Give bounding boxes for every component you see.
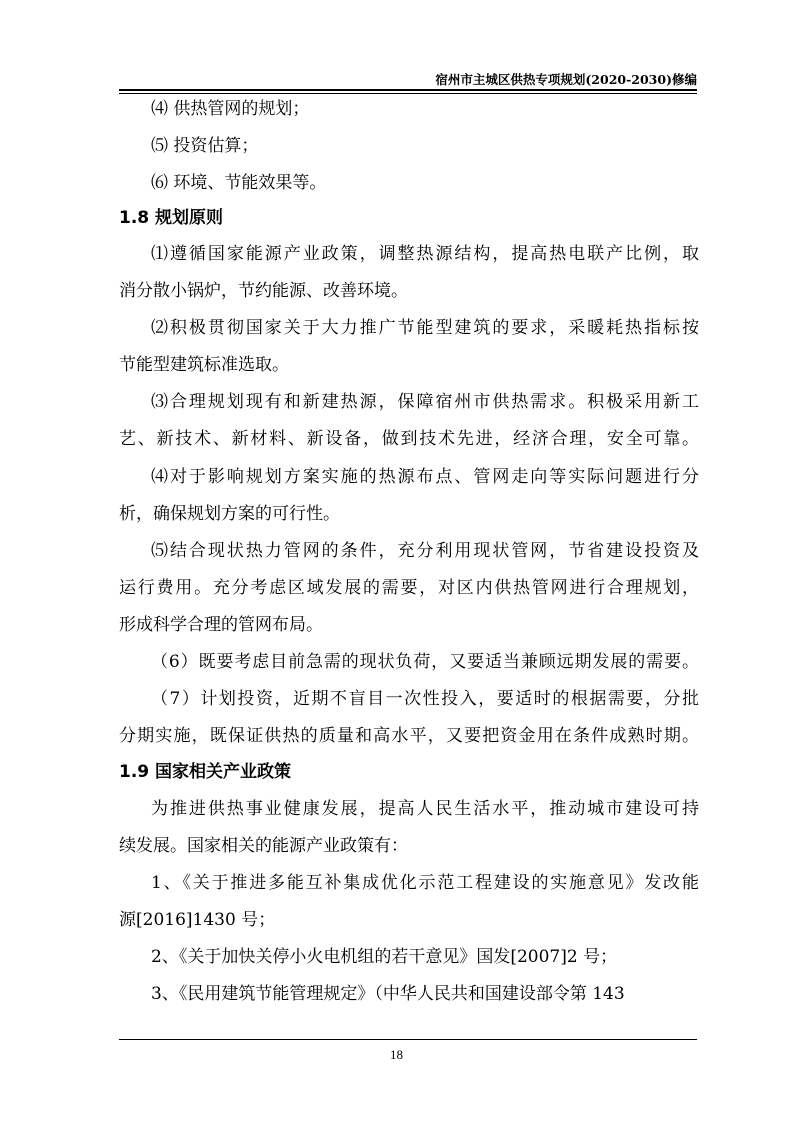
list-item: ⑸ 投资估算； bbox=[151, 136, 259, 156]
paragraph-line: 续发展。国家相关的能源产业政策有： bbox=[119, 836, 408, 856]
paragraph-line: ⑶合理规划现有和新建热源，保障宿州市供热需求。积极采用新工 bbox=[151, 392, 699, 412]
paragraph-line: 分期实施，既保证供热的质量和高水平，又要把资金用在条件成熟时期。 bbox=[119, 726, 699, 746]
list-item: 3、《民用建筑节能管理规定》（中华人民共和国建设部令第 143 bbox=[151, 984, 625, 1004]
paragraph-line: 为推进供热事业健康发展，提高人民生活水平，推动城市建设可持 bbox=[151, 799, 699, 819]
section-heading: 1.8 规划原则 bbox=[119, 208, 224, 228]
paragraph-line: （6）既要考虑目前急需的现状负荷，又要适当兼顾远期发展的需要。 bbox=[151, 652, 699, 672]
paragraph-line: 形成科学合理的管网布局。 bbox=[119, 615, 323, 635]
paragraph-line: 消分散小锅炉，节约能源、改善环境。 bbox=[119, 281, 408, 301]
paragraph-line: 节能型建筑标准选取。 bbox=[119, 355, 289, 375]
list-item: 2、《关于加快关停小火电机组的若干意见》国发[2007]2 号； bbox=[151, 947, 618, 967]
running-header: 宿州市主城区供热专项规划(2020-2030)修编 bbox=[435, 72, 697, 87]
paragraph-line: 析，确保规划方案的可行性。 bbox=[119, 504, 340, 524]
paragraph-line: （7）计划投资，近期不盲目一次性投入，要适时的根据需要，分批 bbox=[151, 689, 699, 709]
list-item: ⑷ 供热管网的规划； bbox=[151, 99, 310, 119]
list-item: 1、《关于推进多能互补集成优化示范工程建设的实施意见》发改能 bbox=[151, 873, 699, 893]
paragraph-line: ⑵积极贯彻国家关于大力推广节能型建筑的要求，采暖耗热指标按 bbox=[151, 318, 699, 338]
paragraph-line: ⑴遵循国家能源产业政策，调整热源结构，提高热电联产比例，取 bbox=[151, 244, 699, 264]
section-heading: 1.9 国家相关产业政策 bbox=[119, 762, 292, 782]
paragraph-line: 艺、新技术、新材料、新设备，做到技术先进，经济合理，安全可靠。 bbox=[119, 429, 699, 449]
paragraph-line: ⑸结合现状热力管网的条件，充分利用现状管网，节省建设投资及 bbox=[151, 541, 699, 561]
header-rule-thin bbox=[119, 93, 697, 94]
paragraph-line: 运行费用。充分考虑区域发展的需要，对区内供热管网进行合理规划， bbox=[119, 578, 699, 598]
list-item: ⑹ 环境、节能效果等。 bbox=[151, 173, 327, 193]
header-rule bbox=[119, 89, 697, 91]
footer-rule bbox=[119, 1039, 697, 1040]
page-number: 18 bbox=[390, 1047, 403, 1062]
paragraph-line: ⑷对于影响规划方案实施的热源布点、管网走向等实际问题进行分 bbox=[151, 467, 699, 487]
list-item: 源[2016]1430 号； bbox=[119, 910, 276, 930]
